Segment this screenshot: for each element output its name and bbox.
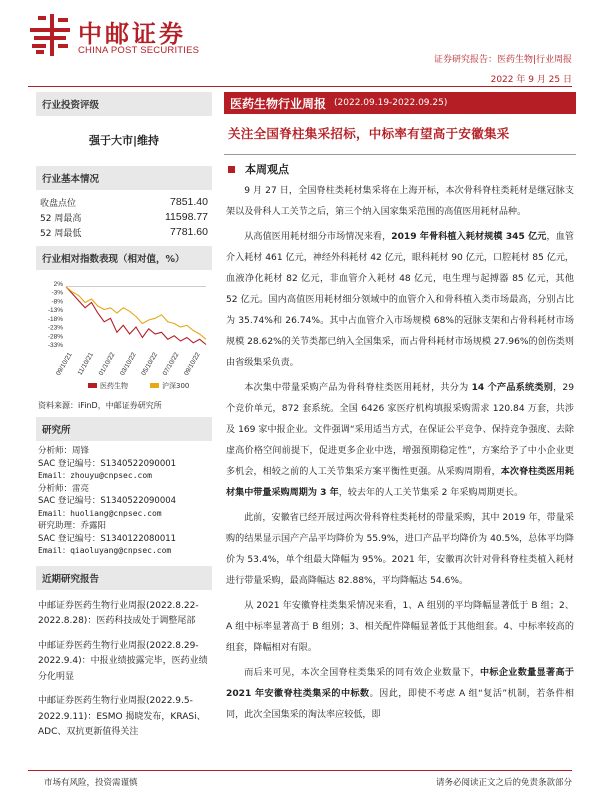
chart-svg xyxy=(36,270,212,395)
basic-info-value: 7781.60 xyxy=(170,226,208,238)
x-tick-label: 07/10/22 xyxy=(161,351,181,377)
analyst-email[interactable]: Email：zhouyu@cnpsec.com xyxy=(38,471,152,480)
report-headline: 关注全国脊柱集采招标，中标率有望高于安徽集采 xyxy=(228,126,510,141)
analyst-list xyxy=(36,441,212,566)
recent-report-link[interactable]: 中邮证券医药生物行业周报(2022.8.29-2022.9.4)：中报业绩披露完毕，医药业绩分化明显 xyxy=(38,640,208,682)
report-date: 2022 年 9 月 25 日 xyxy=(490,75,572,85)
weekly-banner xyxy=(224,92,576,114)
x-tick-label: 11/10/21 xyxy=(76,351,96,377)
y-tick-label: 2% xyxy=(53,280,63,288)
basic-info-heading: 行业基本情况 xyxy=(36,166,212,190)
legend-swatch xyxy=(88,383,97,388)
analyst-line: 研究助理：乔露阳 xyxy=(38,521,107,531)
logo xyxy=(28,12,218,62)
x-tick-label: 09/10/21 xyxy=(55,351,74,377)
y-tick-label: -18% xyxy=(47,315,63,323)
analyst-line: SAC 登记编号：S1340522090001 xyxy=(38,458,177,469)
series-line-pharma xyxy=(66,287,206,345)
rating-heading: 行业投资评级 xyxy=(36,92,212,116)
basic-info-row xyxy=(36,195,212,210)
body-paragraph: 此前，安徽省已经开展过两次骨科脊柱类耗材的带量采购，其中 2019 年，带量采购的结果显示国产产品平均降价为 55.9%，进口产品平均降价为 40.5%，总体平均降价为 53.4%，单个组最大降幅为 95%。2021 年，安徽再次针对骨科脊柱类植入耗材进行带量采购，最高降幅达 82.88%，平均降幅达 54.6%。 xyxy=(226,513,574,586)
recent-report-link[interactable]: 中邮证券医药生物行业周报(2022.9.5-2022.9.11)：ESMO 揭晓发布，KRASi、ADC、双抗更新值得关注 xyxy=(38,696,206,737)
legend-label: 沪深300 xyxy=(162,382,190,390)
y-tick-label: -33% xyxy=(47,342,63,349)
legend-label: 医药生物 xyxy=(100,382,128,390)
logo-text-cn: 中邮证券 xyxy=(78,20,186,48)
recent-reports-list xyxy=(36,599,212,741)
relative-index-chart xyxy=(36,270,212,395)
recent-report-link[interactable]: 中邮证券医药生物行业周报(2022.8.22-2022.8.28)：医药科技成处于调整尾部 xyxy=(38,600,199,626)
analyst-email[interactable]: Email：qiaoluyang@cnpsec.com xyxy=(38,546,172,555)
industry-rating: 强于大市|维持 xyxy=(88,134,160,147)
body-paragraph: 从高值医用耗材细分市场情况来看，2019 年骨科植入耗材规模 345 亿元，血管介入耗材 461 亿元，神经外科耗材 42 亿元，眼科耗材 90 亿元，口腔耗材 85 亿元，血液净化耗材 82 亿元，非血管介入耗材 48 亿元，电生理与起搏器 85 亿元，其他 52 亿元。国内高值医用耗材细分领域中的血管介入和骨科植入类市场最高，分别占比为 35.74%和 26.74%。其中占血管介入市场规模 68%的冠脉支架和占骨科耗材市场规模 28.62%的关节类都已纳入全国集采，而占骨科耗材市场规模 27.96%的创伤类则由省级集采负责。 xyxy=(226,232,575,368)
body-paragraph: 本次集中带量采购产品为骨科脊柱类医用耗材，共分为 14 个产品系统类别，29 个竞价单元，872 套系统。全国 6426 家医疗机构填报采购需求 120.84 万套，共涉及 169 家中报企业。文件强调“采用适当方式，在保证公平竞争、保持竞争强度、去除虚高价格空间前提下，促进更多企业中选，增强预期稳定性”，方案给予了中小企业更多机会，相较之前的人工关节集采方案平衡性更强。从采购周期看，本次脊柱类医用耗材集中带量采购周期为 3 年，较去年的人工关节集采 2 年采购周期更长。 xyxy=(226,383,574,498)
basic-info-label: 52 周最低 xyxy=(40,229,82,239)
analyst-email[interactable]: Email：huoliang@cnpsec.com xyxy=(38,508,162,518)
x-tick-label: 09/10/22 xyxy=(183,351,202,377)
basic-info-label: 收盘点位 xyxy=(40,199,77,209)
headline-divider xyxy=(224,154,576,155)
basic-info-row xyxy=(36,210,212,225)
y-tick-label: -23% xyxy=(47,324,63,332)
body-paragraph: 而后来可见，本次全国脊柱类集采的同有效企业数量下，中标企业数量显著高于 2021 年安徽脊柱类集采的中标数。因此，即使不考虑 A 组“复活”机制，若条件相同，此次全国集采的淘汰率应较低，即 xyxy=(226,668,574,720)
x-tick-label: 03/10/22 xyxy=(119,351,138,377)
body-paragraph: 从 2021 年安徽脊柱类集采情况来看，1、A 组别的平均降幅显著低于 B 组；2、A 组中标率显著高于 B 组别；3、相关配件降幅显著低于其他组套。4、中标率较高的组套，降幅相对有限。 xyxy=(226,601,574,653)
section-title xyxy=(228,161,576,177)
main-content xyxy=(224,92,576,726)
series-line-hs300 xyxy=(66,287,206,340)
logo-text-en: CHINA POST SECURITIES xyxy=(78,45,200,56)
weekly-title: 医药生物行业周报 xyxy=(230,96,327,111)
basic-info-label: 52 周最高 xyxy=(40,214,82,224)
footer-divider xyxy=(28,770,572,771)
x-tick-label: 01/10/22 xyxy=(97,351,117,377)
chart-source: 资料来源：iFinD，中邮证券研究所 xyxy=(38,401,162,410)
analyst-line: SAC 登记编号：S1340522090004 xyxy=(38,496,177,506)
y-tick-label: -8% xyxy=(51,298,63,306)
china-post-logo-icon xyxy=(28,12,72,58)
relative-index-heading: 行业相对指数表现（相对值，%） xyxy=(36,246,212,270)
header-divider xyxy=(28,86,572,87)
analyst-heading: 研究所 xyxy=(36,417,212,441)
analyst-line: 分析师：周锋 xyxy=(38,446,90,456)
y-tick-label: -28% xyxy=(47,333,63,341)
section-bullet-icon xyxy=(228,166,235,173)
y-tick-label: -3% xyxy=(51,289,63,297)
report-category: 证券研究报告：医药生物|行业周报 xyxy=(433,55,572,65)
footer-risk-note: 市场有风险，投资需谨慎 xyxy=(44,778,138,788)
analyst-line: 分析师：雷亮 xyxy=(38,483,90,494)
analyst-line: SAC 登记编号：S1340122080011 xyxy=(38,533,177,544)
x-tick-label: 05/10/22 xyxy=(140,351,160,377)
basic-info-value: 7851.40 xyxy=(170,196,208,208)
sidebar xyxy=(36,92,212,741)
basic-info-row xyxy=(36,225,212,240)
body-paragraph: 9 月 27 日，全国脊柱类耗材集采将在上海开标，本次骨科脊柱类耗材是继冠脉支架以及骨科人工关节之后，第三个纳入国家集采范围的高值医用耗材品种。 xyxy=(226,186,574,217)
section-title-text: 本周观点 xyxy=(245,163,289,176)
recent-reports-heading: 近期研究报告 xyxy=(36,566,212,590)
footer-disclaimer-note: 请务必阅读正文之后的免责条款部分 xyxy=(435,778,572,788)
weekly-date-range: (2022.09.19-2022.09.25) xyxy=(334,98,448,108)
basic-info-value: 11598.77 xyxy=(164,211,208,223)
y-tick-label: -13% xyxy=(47,307,63,314)
legend-swatch xyxy=(150,383,159,388)
basic-info-list xyxy=(36,190,212,246)
